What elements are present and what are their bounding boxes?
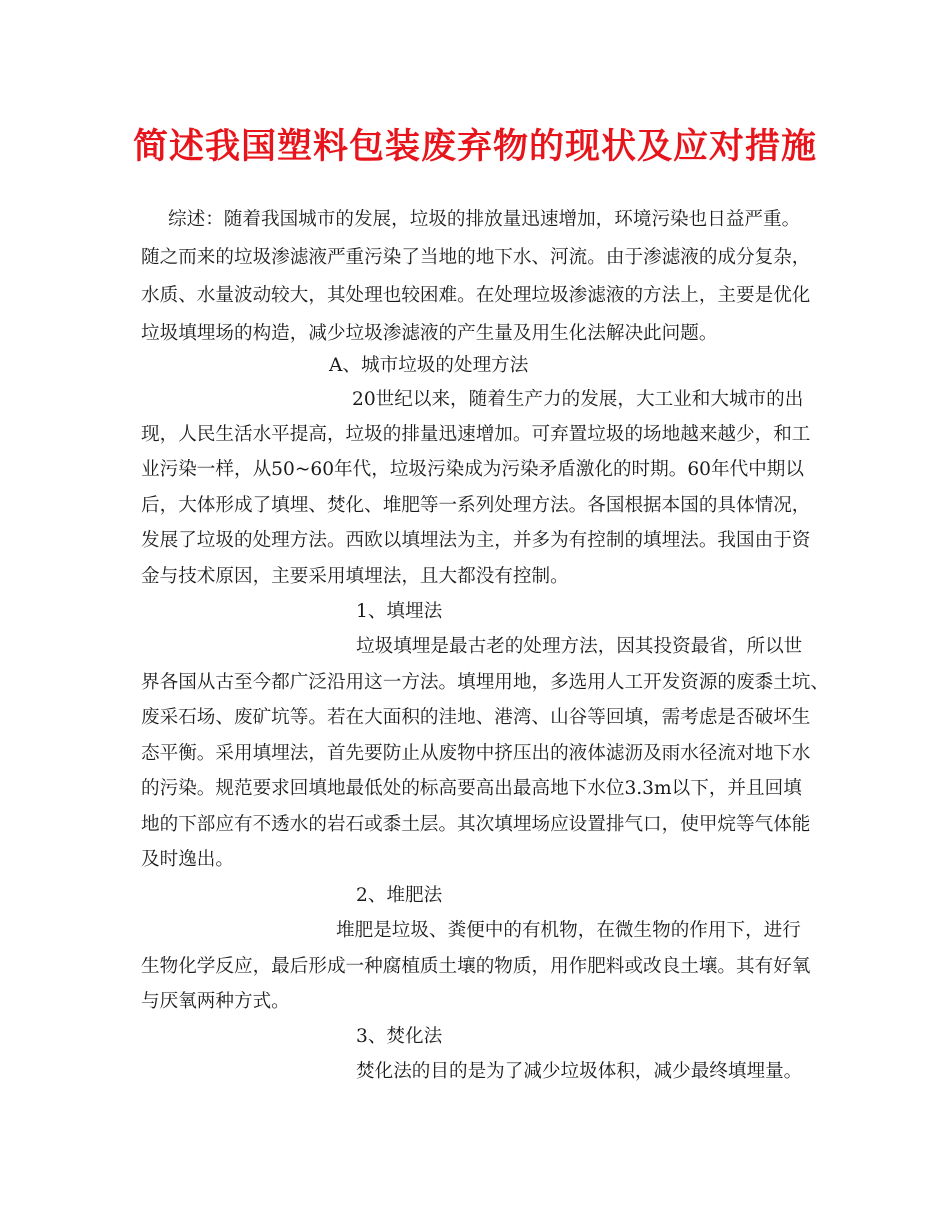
paragraph-line: 与厌氧两种方式。 xyxy=(141,991,290,1012)
page-title: 简述我国塑料包装废弃物的现状及应对措施 xyxy=(132,126,817,167)
paragraph-line: 综述：随着我国城市的发展，垃圾的排放量迅速增加，环境污染也日益严重。 xyxy=(168,209,801,230)
paragraph-line: 随之而来的垃圾渗滤液严重污染了当地的地下水、河流。由于渗滤液的成分复杂， xyxy=(141,247,811,268)
section-heading: 2、堆肥法 xyxy=(356,885,443,906)
paragraph-line: 态平衡。采用填埋法，首先要防止从废物中挤压出的液体滤沥及雨水径流对地下水 xyxy=(141,743,811,764)
paragraph-line: 现，人民生活水平提高，垃圾的排量迅速增加。可弃置垃圾的场地越来越少，和工 xyxy=(141,424,811,445)
paragraph-line: 堆肥是垃圾、粪便中的有机物，在微生物的作用下，进行 xyxy=(336,920,801,941)
paragraph-line: 后，大体形成了填埋、焚化、堆肥等一系列处理方法。各国根据本国的具体情况， xyxy=(141,495,811,516)
paragraph-line: 发展了垃圾的处理方法。西欧以填埋法为主，并多为有控制的填埋法。我国由于资 xyxy=(141,530,811,551)
paragraph-line: 地的下部应有不透水的岩石或黍土层。其次填埋场应设置排气口，使甲烷等气体能 xyxy=(141,814,811,835)
paragraph-line: 界各国从古至今都广泛沿用这一方法。填埋用地，多选用人工开发资源的废黍土坑、 xyxy=(141,672,829,693)
paragraph-line: 焚化法的目的是为了减少垃圾体积，减少最终填埋量。 xyxy=(356,1061,803,1082)
section-heading: 1、填埋法 xyxy=(356,601,443,622)
section-heading: A、城市垃圾的处理方法 xyxy=(329,355,529,376)
paragraph-line: 垃圾填埋是最古老的处理方法，因其投资最省，所以世 xyxy=(356,636,803,657)
paragraph-line: 水质、水量波动较大，其处理也较困难。在处理垃圾渗滤液的方法上，主要是优化 xyxy=(141,285,811,306)
paragraph-line: 及时逸出。 xyxy=(141,849,234,870)
paragraph-line: 业污染一样，从50~60年代，垃圾污染成为污染矛盾激化的时期。60年代中期以 xyxy=(141,459,804,480)
section-heading: 3、焚化法 xyxy=(356,1026,443,1047)
paragraph-line: 垃圾填埋场的构造，减少垃圾渗滤液的产生量及用生化法解决此问题。 xyxy=(141,323,718,344)
paragraph-line: 20世纪以来，随着生产力的发展，大工业和大城市的出 xyxy=(352,389,804,410)
paragraph-line: 的污染。规范要求回填地最低处的标高要高出最高地下水位3.3m以下，并且回填 xyxy=(141,778,802,799)
paragraph-line: 废采石场、废矿坑等。若在大面积的洼地、港湾、山谷等回填，需考虑是否破坏生 xyxy=(141,707,811,728)
paragraph-line: 生物化学反应，最后形成一种腐植质土壤的物质，用作肥料或改良土壤。其有好氧 xyxy=(141,956,811,977)
paragraph-line: 金与技术原因，主要采用填埋法，且大都没有控制。 xyxy=(141,566,569,587)
